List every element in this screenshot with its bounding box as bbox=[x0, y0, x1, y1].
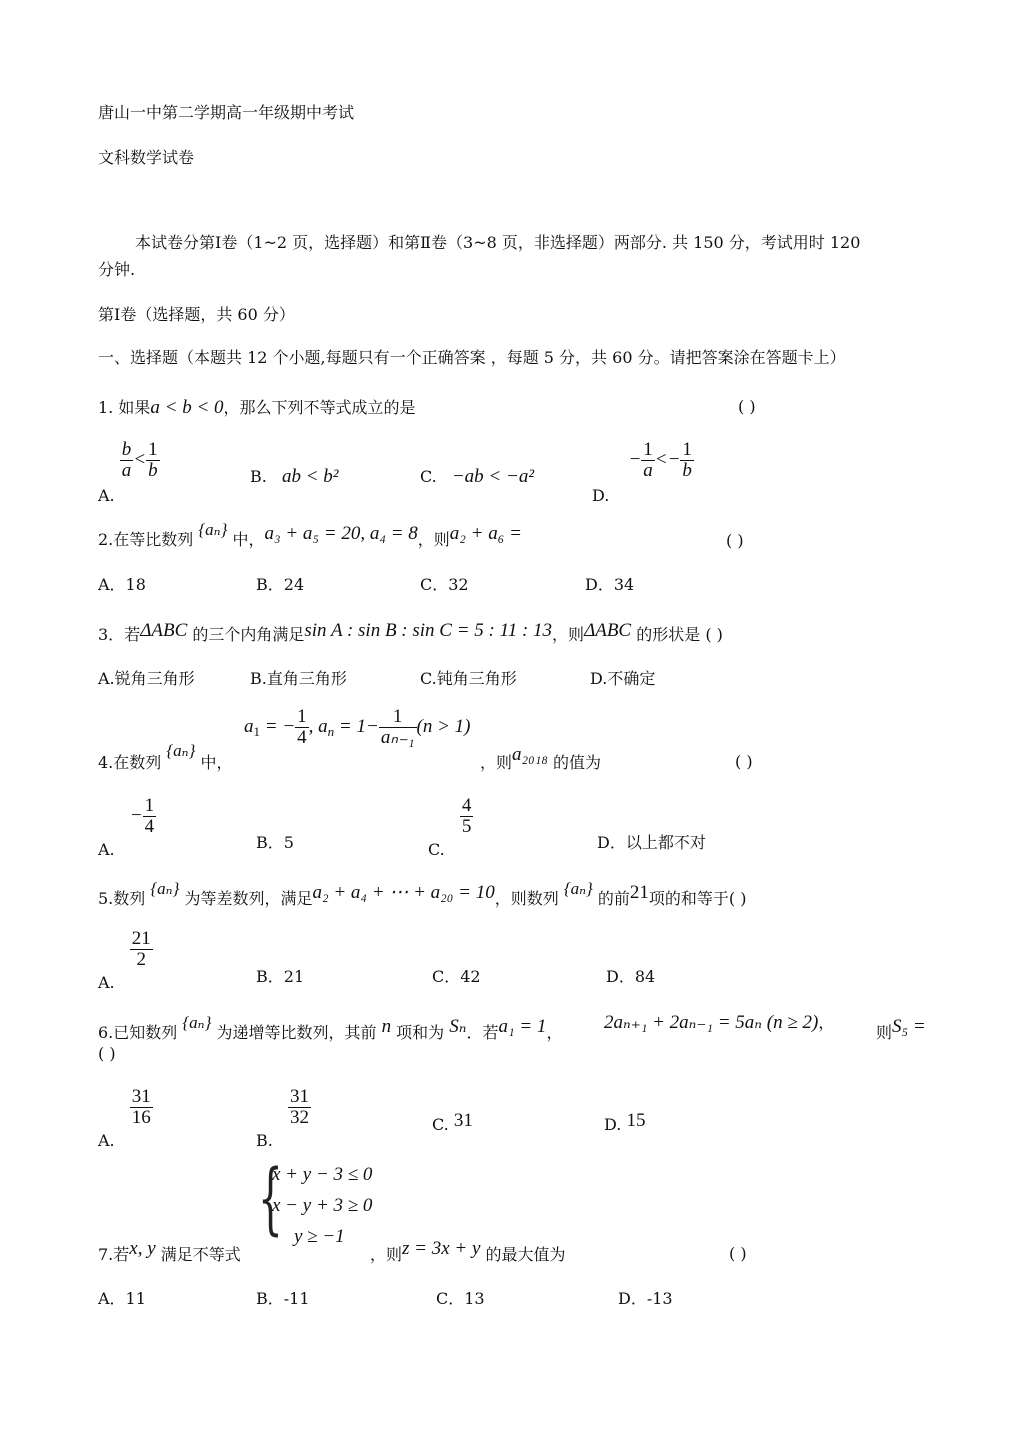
question-number: 2. bbox=[98, 530, 114, 549]
option-c: C.钝角三角形 bbox=[420, 669, 517, 688]
option-d: D.不确定 bbox=[590, 669, 656, 688]
option-a: A.锐角三角形 bbox=[98, 669, 195, 688]
question-text: 的形状是 bbox=[636, 625, 701, 644]
math-sequence: {aₙ} bbox=[150, 879, 180, 898]
option-label: B. bbox=[256, 1130, 273, 1150]
option-a: A．11 bbox=[98, 1289, 146, 1308]
math-variable: n bbox=[381, 1016, 392, 1037]
math-expression: ab < b² bbox=[281, 466, 339, 487]
question-text: 的最大值为 bbox=[485, 1245, 566, 1264]
option-a: A. − $\frac{1}{4}$ bbox=[98, 795, 155, 859]
question-text: 为等差数列，满足 bbox=[184, 889, 313, 908]
section-instruction: 一、选择题（本题共 12 个小题,每题只有一个正确答案 ，每题 5 分，共 60 分。请把答案涂在答题卡上） bbox=[98, 348, 846, 367]
fraction: $\frac{b}{a}$ bbox=[121, 439, 132, 481]
answer-bracket: ( ) bbox=[735, 752, 753, 771]
option-d bbox=[604, 1110, 646, 1136]
option-c: C．42 bbox=[432, 967, 481, 986]
question-text: 数列 bbox=[113, 889, 146, 908]
option-label: D. bbox=[592, 485, 610, 505]
question-text: 的三个内角满足 bbox=[192, 625, 305, 644]
math-recurrence: 2aₙ₊₁ + 2aₙ₋₁ = 5aₙ (n ≥ 2)， bbox=[604, 1012, 835, 1033]
question-number: 1. bbox=[98, 398, 114, 417]
option-b bbox=[250, 466, 338, 488]
intro-line-1: 本试卷分第Ⅰ卷（1~2 页，选择题）和第Ⅱ卷（3~8 页，非选择题）两部分. 共 150 分，考试用时 120 bbox=[135, 233, 861, 252]
option-a: A. $\frac{31}{16}$ bbox=[98, 1086, 151, 1150]
question-text: ，则 bbox=[480, 753, 513, 772]
math-number: 31 bbox=[453, 1110, 473, 1131]
math-triangle: ΔABC bbox=[140, 620, 188, 641]
question-text: 中， bbox=[200, 753, 233, 772]
option-d: D．84 bbox=[606, 967, 656, 986]
answer-bracket: ( ) bbox=[738, 397, 756, 416]
question-text: 若 bbox=[113, 1245, 130, 1264]
math-sequence: {aₙ} bbox=[166, 741, 196, 760]
math-expression: a₂₀₁₈ bbox=[512, 744, 548, 765]
part1-title: 第Ⅰ卷（选择题，共 60 分） bbox=[98, 305, 295, 324]
option-label: C. bbox=[428, 839, 445, 859]
question-6-ask bbox=[876, 1016, 926, 1044]
question-2-stem bbox=[98, 520, 522, 551]
question-text: 则 bbox=[876, 1023, 893, 1042]
option-d: D．以上都不对 bbox=[597, 833, 706, 852]
fraction: $\frac{1}{a}$ bbox=[643, 439, 653, 481]
math-number: 21 bbox=[629, 882, 649, 903]
math-condition: a₃ + a₅ = 20, a₄ = 8 bbox=[264, 523, 418, 544]
question-number: 7. bbox=[98, 1245, 114, 1264]
math-expression: S₅ = bbox=[892, 1016, 926, 1037]
answer-bracket: ( ) bbox=[98, 1044, 116, 1063]
question-text: 的值为 bbox=[553, 753, 602, 772]
question-number: 5. bbox=[98, 889, 114, 908]
exam-subtitle: 文科数学试卷 bbox=[98, 148, 195, 167]
math-number: 15 bbox=[626, 1110, 646, 1131]
question-number: 6. bbox=[98, 1023, 114, 1042]
math-variable: x, y bbox=[129, 1238, 156, 1259]
intro-line-2: 分钟. bbox=[98, 260, 136, 279]
question-text: 已知数列 bbox=[113, 1023, 178, 1042]
question-text: 项的和等于( ) bbox=[648, 889, 747, 908]
math-condition: 2aₙ₊₁ + 2aₙ₋₁ = 5aₙ (n ≥ 2) bbox=[604, 1012, 819, 1033]
option-label: C. bbox=[420, 467, 437, 486]
question-1-stem bbox=[98, 395, 416, 419]
inequality-2: x − y + 3 ≥ 0 bbox=[272, 1195, 373, 1216]
inequality-1: x + y − 3 ≤ 0 bbox=[272, 1164, 373, 1185]
math-expression: −ab < −a² bbox=[451, 466, 535, 487]
option-c bbox=[420, 466, 534, 488]
option-label: D. bbox=[604, 1115, 622, 1134]
option-b: B．5 bbox=[256, 833, 294, 852]
question-4-tail bbox=[480, 744, 602, 774]
question-7-tail bbox=[370, 1238, 566, 1266]
question-text: 满足不等式 bbox=[160, 1245, 241, 1264]
question-text: 项和为 bbox=[396, 1023, 445, 1042]
question-number: 3． bbox=[98, 625, 125, 644]
math-triangle: ΔABC bbox=[584, 620, 632, 641]
question-text: ，则 bbox=[417, 530, 450, 549]
option-c bbox=[432, 1110, 473, 1136]
question-text: 在等比数列 bbox=[113, 530, 194, 549]
fraction: $\frac{1}{b}$ bbox=[148, 439, 158, 481]
option-label: C. bbox=[432, 1115, 449, 1134]
option-c: C．32 bbox=[420, 575, 469, 594]
answer-bracket: ( ) bbox=[726, 531, 744, 550]
math-sequence: {aₙ} bbox=[182, 1013, 212, 1032]
answer-bracket: ( ) bbox=[729, 1244, 747, 1263]
question-number: 4. bbox=[98, 753, 114, 772]
question-4-stem bbox=[98, 741, 233, 773]
math-sequence: {aₙ} bbox=[198, 520, 228, 539]
inequality-3: y ≥ −1 bbox=[294, 1226, 345, 1247]
option-a: A. $\frac{b}{a}$ < $\frac{1}{b}$ bbox=[98, 439, 158, 505]
question-text: ，则 bbox=[370, 1245, 403, 1264]
system-brace: { bbox=[258, 1154, 283, 1244]
question-text: ，则数列 bbox=[494, 889, 559, 908]
math-condition: a₂ + a₄ + ⋯ + a₂₀ = 10 bbox=[312, 882, 495, 903]
option-d: D. − $\frac{1}{a}$ <− $\frac{1}{b}$ bbox=[592, 439, 692, 505]
option-b: B.直角三角形 bbox=[250, 669, 347, 688]
math-condition: a₁ = 1 bbox=[498, 1016, 547, 1037]
option-d: D．-13 bbox=[618, 1289, 673, 1308]
question-text: 中， bbox=[232, 530, 265, 549]
question-3-stem bbox=[98, 622, 723, 646]
option-b: B. $\frac{31}{32}$ bbox=[256, 1086, 309, 1150]
math-variable: Sₙ bbox=[449, 1016, 467, 1037]
question-text: 在数列 bbox=[113, 753, 162, 772]
option-b: B．24 bbox=[256, 575, 305, 594]
question-text: 若 bbox=[124, 625, 141, 644]
question-text: 的前 bbox=[597, 889, 630, 908]
option-label: B. bbox=[250, 467, 267, 486]
fraction: $\frac{1}{b}$ bbox=[682, 439, 692, 481]
math-expression: z = 3x + y bbox=[402, 1238, 481, 1259]
math-condition: sin A : sin B : sin C = 5 : 11 : 13 bbox=[304, 620, 553, 641]
option-label: A. bbox=[98, 485, 115, 505]
question-text: ，则 bbox=[552, 625, 585, 644]
math-sequence: {aₙ} bbox=[563, 879, 593, 898]
question-text: 如果 bbox=[118, 398, 151, 417]
question-7-stem bbox=[98, 1238, 241, 1266]
exam-title: 唐山一中第二学期高一年级期中考试 bbox=[98, 103, 355, 122]
option-a: A. $\frac{21}{2}$ bbox=[98, 928, 151, 992]
math-condition: a < b < 0 bbox=[150, 397, 224, 418]
question-5-stem bbox=[98, 879, 747, 910]
option-b: B．21 bbox=[256, 967, 305, 986]
math-recurrence: $a_1$ = − $\frac{1}{4}$ , $a_n = 1-$ $\frac{1}{\text{aₙ₋₁}}$ (n > 1) bbox=[244, 706, 471, 748]
math-expression: a₂ + a₆ = bbox=[449, 523, 522, 544]
option-d: D．34 bbox=[585, 575, 635, 594]
option-c: C. $\frac{4}{5}$ bbox=[428, 795, 472, 859]
option-label: A. bbox=[98, 972, 115, 992]
question-text: ，那么下列不等式成立的是 bbox=[223, 398, 416, 417]
option-label: A. bbox=[98, 839, 115, 859]
option-b: B．-11 bbox=[256, 1289, 310, 1308]
option-a: A．18 bbox=[98, 575, 146, 594]
question-6-stem: 6.已知数列 {aₙ} 为递增等比数列，其前 n 项和为 Sₙ．若a₁ = 1， bbox=[98, 1013, 563, 1042]
question-text: 为递增等比数列，其前 bbox=[216, 1023, 377, 1042]
question-text: ．若 bbox=[466, 1023, 499, 1042]
option-label: A. bbox=[98, 1130, 115, 1150]
answer-bracket: ( ) bbox=[705, 625, 723, 644]
option-c: C．13 bbox=[436, 1289, 485, 1308]
